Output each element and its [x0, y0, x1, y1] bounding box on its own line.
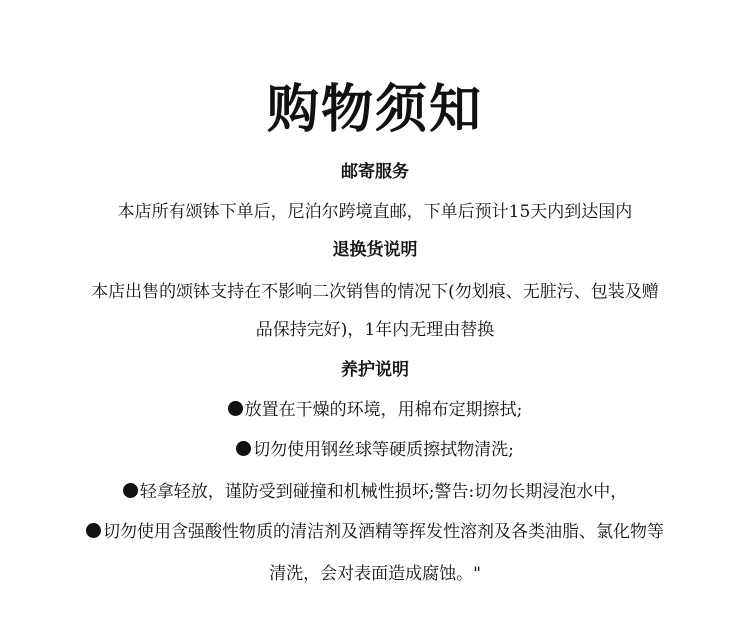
care-continuation: 清洗，会对表面造成腐蚀。" — [269, 564, 481, 584]
care-bullet-2-text: 切勿使用钢丝球等硬质擦拭物清洗; — [253, 440, 514, 460]
page-title: 购物须知 — [266, 80, 483, 140]
care-bullet-1 — [0, 398, 750, 422]
care-bullet-3-text: 轻拿轻放，谨防受到碰撞和机械性损坏;警告:切勿长期浸泡水中， — [139, 482, 628, 502]
bullet-dot-icon — [236, 441, 251, 456]
returns-text-line-1: 本店出售的颂钵支持在不影响二次销售的情况下(勿划痕、无脏污、包装及赠 — [91, 282, 659, 302]
shipping-text: 本店所有颂钵下单后，尼泊尔跨境直邮，下单后预计15天内到达国内 — [117, 202, 633, 222]
care-bullet-2 — [0, 438, 750, 462]
care-bullet-4 — [0, 520, 750, 544]
care-bullet-3 — [0, 480, 750, 504]
care-bullet-4-text: 切勿使用含强酸性物质的清洁剂及酒精等挥发性溶剂及各类油脂、氯化物等 — [103, 522, 664, 542]
bullet-dot-icon — [86, 523, 101, 538]
bullet-dot-icon — [228, 401, 243, 416]
section-heading-care: 养护说明 — [341, 360, 409, 380]
returns-text-line-2: 品保持完好)，1年内无理由替换 — [255, 320, 495, 340]
care-bullet-1-text: 放置在干燥的环境，用棉布定期擦拭; — [244, 400, 523, 420]
section-heading-returns: 退换货说明 — [332, 240, 418, 260]
bullet-dot-icon — [123, 483, 138, 498]
section-heading-shipping: 邮寄服务 — [341, 162, 409, 182]
